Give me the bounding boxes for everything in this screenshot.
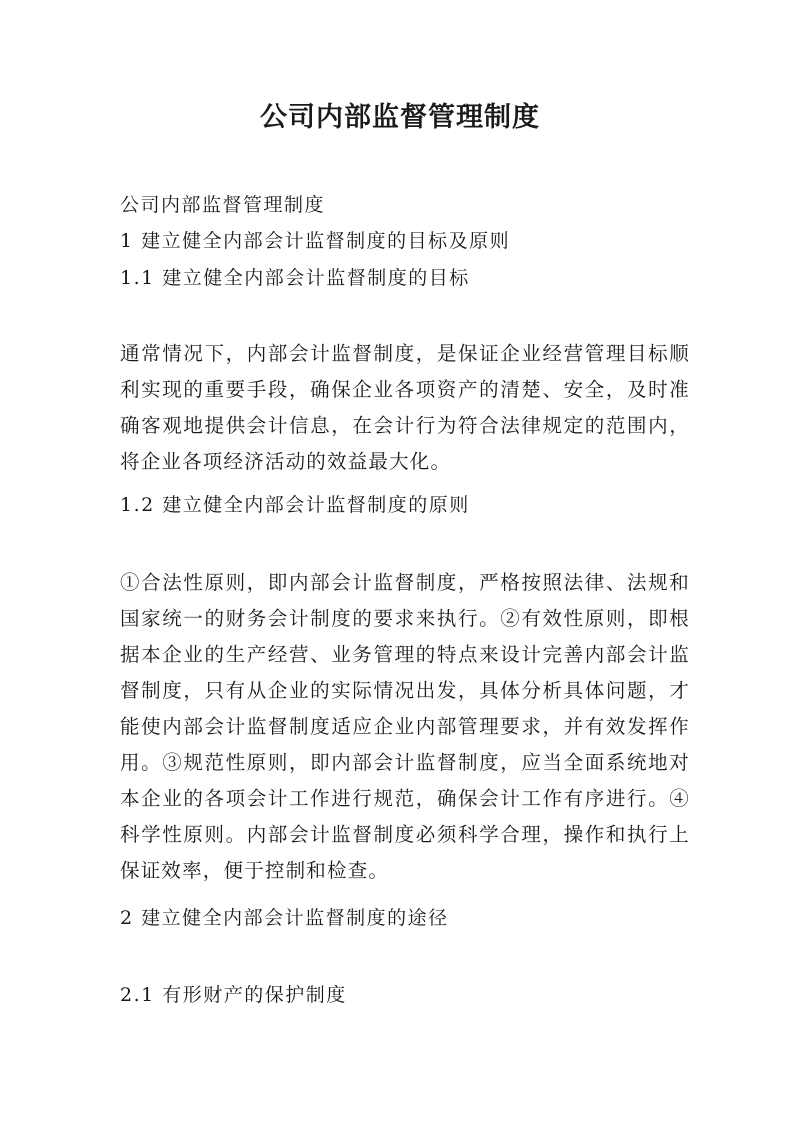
section-heading-2: 2 建立健全内部会计监督制度的途径: [120, 907, 449, 929]
section-heading-1: 1 建立健全内部会计监督制度的目标及原则: [120, 230, 511, 252]
section-heading-1-1: 1.1 建立健全内部会计监督制度的目标: [120, 267, 470, 289]
section-heading-2-1: 2.1 有形财产的保护制度: [120, 984, 347, 1006]
document-title: 公司内部监督管理制度: [260, 102, 540, 133]
paragraph-principles: ①合法性原则，即内部会计监督制度，严格按照法律、法规和国家统一的财务会计制度的要求来执行。②有效性原则，即根据本企业的生产经营、业务管理的特点来设计完善内部会计监督制度，只有从企业的实际情况出发，具体分析具体问题，才能使内部会计监督制度适应企业内部管理要求，并有效发挥作用。③规范性原则，即内部会计监督制度，应当全面系统地对本企业的各项会计工作进行规范，确保会计工作有序进行。④科学性原则。内部会计监督制度必须科学合理，操作和执行上保证效率，便于控制和检查。: [120, 571, 690, 882]
section-heading-1-2: 1.2 建立健全内部会计监督制度的原则: [120, 494, 470, 516]
document-subtitle: 公司内部监督管理制度: [120, 194, 326, 216]
paragraph-goal: 通常情况下，内部会计监督制度，是保证企业经营管理目标顺利实现的重要手段，确保企业各项资产的清楚、安全，及时准确客观地提供会计信息，在会计行为符合法律规定的范围内，将企业各项经济活动的效益最大化。: [120, 342, 690, 473]
